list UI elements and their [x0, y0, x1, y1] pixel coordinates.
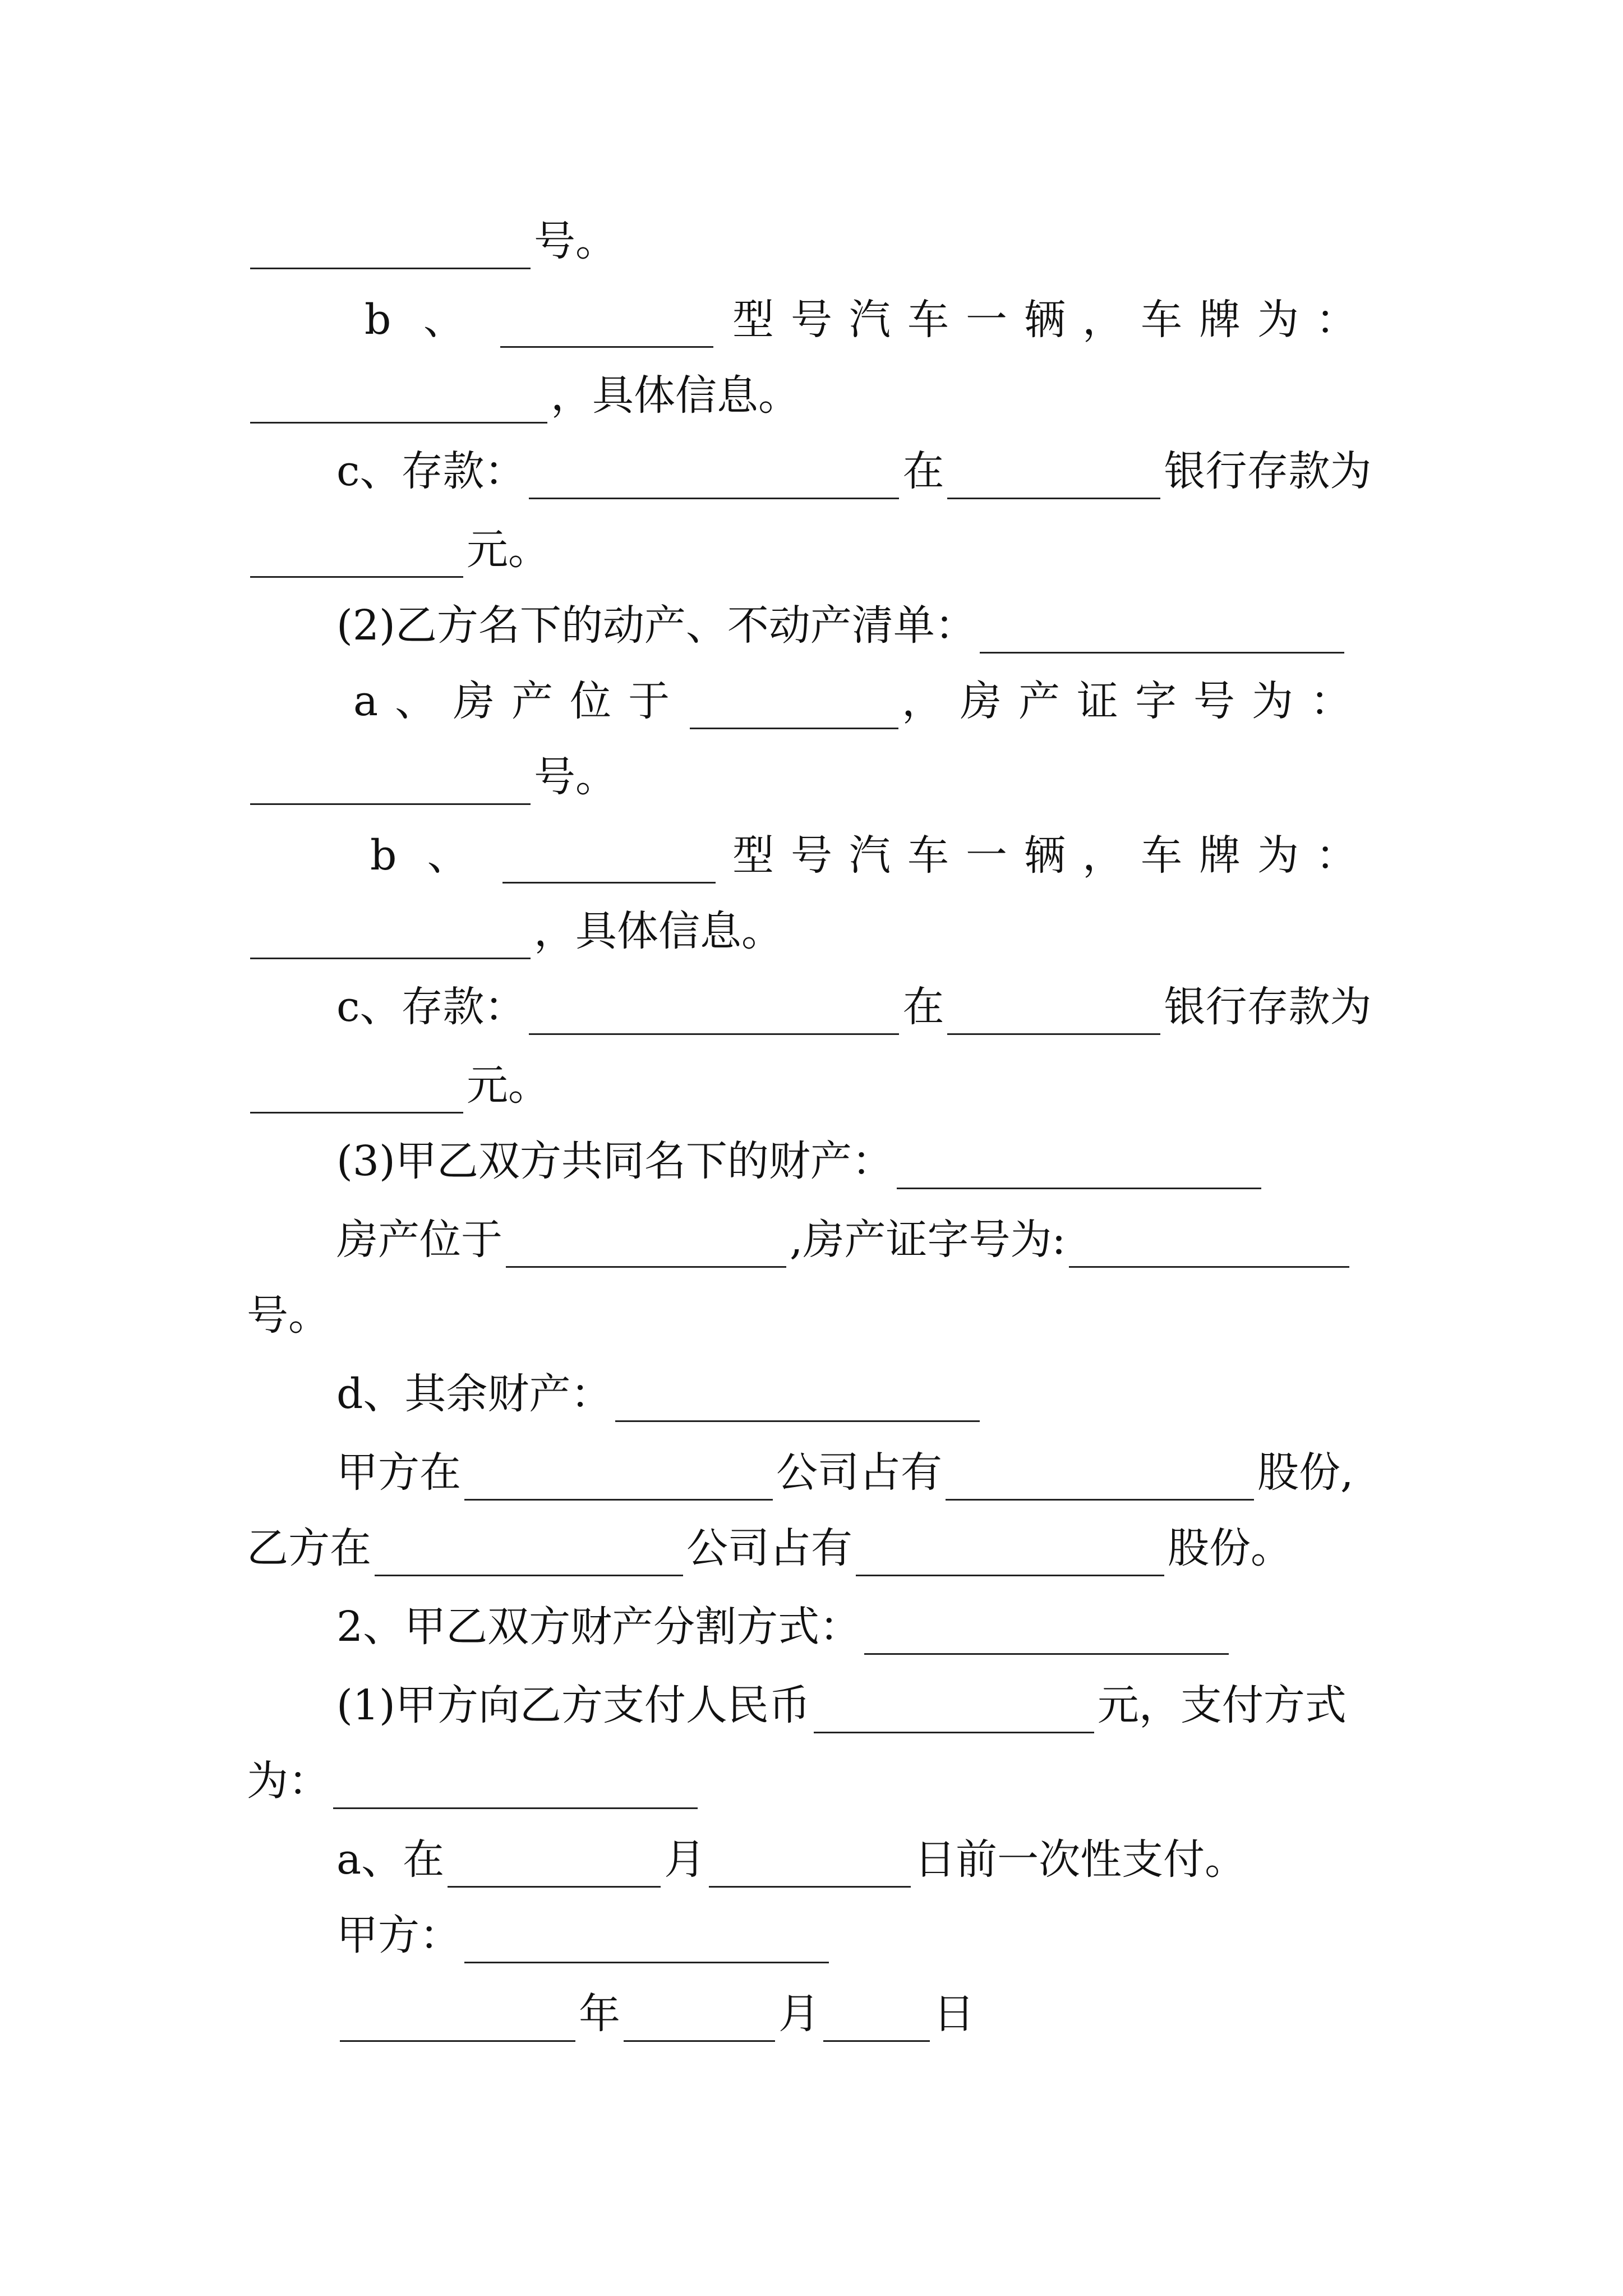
- fill-in-blank[interactable]: [333, 1772, 698, 1809]
- doc-text: 日前一次性支付。: [914, 1835, 1247, 1884]
- fill-in-blank[interactable]: [529, 997, 899, 1035]
- fill-in-blank[interactable]: [250, 1076, 463, 1114]
- doc-text: 、: [427, 831, 486, 880]
- doc-text: c、存款：: [336, 983, 526, 1031]
- doc-text: (1)甲方向乙方支付人民币: [336, 1681, 810, 1729]
- fill-in-blank[interactable]: [250, 232, 531, 269]
- fill-in-blank[interactable]: [947, 462, 1160, 499]
- doc-line: [336, 1133, 1265, 1189]
- doc-line: [336, 1366, 983, 1422]
- fill-in-blank[interactable]: [250, 540, 463, 578]
- fill-in-blank[interactable]: [250, 767, 531, 805]
- fill-in-blank[interactable]: [250, 922, 531, 959]
- doc-text: ，房产证字号为：: [902, 677, 1368, 725]
- fill-in-blank[interactable]: [506, 1230, 786, 1268]
- fill-in-blank[interactable]: [856, 1539, 1164, 1576]
- doc-text: 银行存款为: [1164, 983, 1372, 1031]
- fill-in-blank[interactable]: [464, 1926, 829, 1963]
- doc-text: 元。: [467, 526, 550, 574]
- doc-line: [336, 1677, 1347, 1733]
- doc-text: b: [365, 296, 408, 344]
- fill-in-blank[interactable]: [814, 1696, 1094, 1733]
- fill-in-blank[interactable]: [864, 1617, 1229, 1655]
- doc-text: ，具体信息。: [551, 371, 800, 420]
- doc-text: 股份,: [1257, 1448, 1354, 1497]
- fill-in-blank[interactable]: [375, 1539, 683, 1576]
- doc-line: [247, 1753, 701, 1809]
- doc-text: 甲方：: [336, 1911, 461, 1959]
- doc-line: [247, 522, 550, 578]
- doc-text: (2)乙方名下的动产、不动产清单：: [336, 601, 976, 650]
- doc-text: a、房产位于: [353, 677, 687, 725]
- doc-text: 号。: [534, 753, 617, 801]
- doc-text: a、在: [336, 1835, 445, 1884]
- doc-text: 型号汽车一辆，车牌为：: [732, 296, 1374, 344]
- fill-in-blank[interactable]: [250, 386, 547, 424]
- doc-text: 为：: [247, 1757, 330, 1805]
- fill-in-blank[interactable]: [448, 1850, 661, 1888]
- doc-text: 、: [423, 296, 482, 344]
- doc-text: 股份。: [1168, 1524, 1292, 1572]
- doc-text: 号。: [534, 217, 617, 265]
- doc-text: 乙方在: [247, 1524, 371, 1572]
- doc-text: 日: [933, 1990, 975, 2038]
- doc-text: 元，支付方式: [1097, 1681, 1347, 1729]
- doc-text: b: [370, 831, 414, 880]
- doc-text: 公司占有: [686, 1524, 852, 1572]
- fill-in-blank[interactable]: [500, 310, 713, 348]
- doc-text: 月: [778, 1990, 820, 2038]
- doc-text: 公司占有: [776, 1448, 942, 1497]
- doc-line: [336, 1444, 1354, 1501]
- doc-line: [247, 749, 617, 805]
- doc-text: (3)甲乙双方共同名下的财产：: [336, 1137, 893, 1185]
- fill-in-blank[interactable]: [946, 1463, 1254, 1501]
- doc-text: ，具体信息。: [534, 907, 783, 955]
- doc-text: 银行存款为: [1164, 447, 1372, 495]
- doc-text: 号。: [247, 1291, 330, 1340]
- doc-text: ,房产证字号为:: [790, 1216, 1066, 1264]
- fill-in-blank[interactable]: [1069, 1230, 1349, 1268]
- doc-text: 甲方在: [336, 1448, 461, 1497]
- fill-in-blank[interactable]: [502, 846, 716, 884]
- fill-in-blank[interactable]: [624, 2004, 775, 2042]
- doc-text: 型号汽车一辆，车牌为：: [732, 831, 1374, 880]
- doc-line: [370, 827, 1374, 884]
- doc-text: 在: [902, 983, 944, 1031]
- doc-line: [247, 1520, 1292, 1576]
- doc-text: d、其余财产：: [336, 1370, 612, 1418]
- fill-in-blank[interactable]: [980, 616, 1344, 654]
- doc-line: [336, 1832, 1246, 1888]
- fill-in-blank[interactable]: [529, 462, 899, 499]
- fill-in-blank[interactable]: [823, 2004, 930, 2042]
- doc-line: [365, 292, 1374, 348]
- doc-text: c、存款：: [336, 447, 526, 495]
- doc-line: [336, 1986, 975, 2042]
- doc-line: [336, 1599, 1232, 1655]
- fill-in-blank[interactable]: [947, 997, 1160, 1035]
- doc-text: 2、甲乙双方财产分割方式：: [336, 1603, 861, 1651]
- doc-text: 房产位于: [336, 1216, 502, 1264]
- fill-in-blank[interactable]: [340, 2004, 575, 2042]
- doc-line: [336, 443, 1371, 499]
- fill-in-blank[interactable]: [615, 1384, 980, 1422]
- doc-text: 月: [664, 1835, 706, 1884]
- doc-line: [336, 1212, 1353, 1268]
- doc-line: [247, 213, 617, 269]
- doc-line: [247, 367, 800, 424]
- doc-line: [336, 597, 1348, 654]
- doc-line: [336, 1907, 832, 1963]
- doc-line: [247, 1057, 550, 1114]
- fill-in-blank[interactable]: [464, 1463, 773, 1501]
- fill-in-blank[interactable]: [897, 1152, 1261, 1189]
- doc-line: [247, 903, 783, 959]
- doc-text: 在: [902, 447, 944, 495]
- fill-in-blank[interactable]: [709, 1850, 911, 1888]
- doc-text: 元。: [467, 1061, 550, 1110]
- fill-in-blank[interactable]: [690, 692, 898, 729]
- doc-line: [353, 673, 1368, 729]
- doc-line: [247, 1287, 330, 1343]
- doc-line: [336, 979, 1371, 1035]
- doc-text: 年: [579, 1990, 620, 2038]
